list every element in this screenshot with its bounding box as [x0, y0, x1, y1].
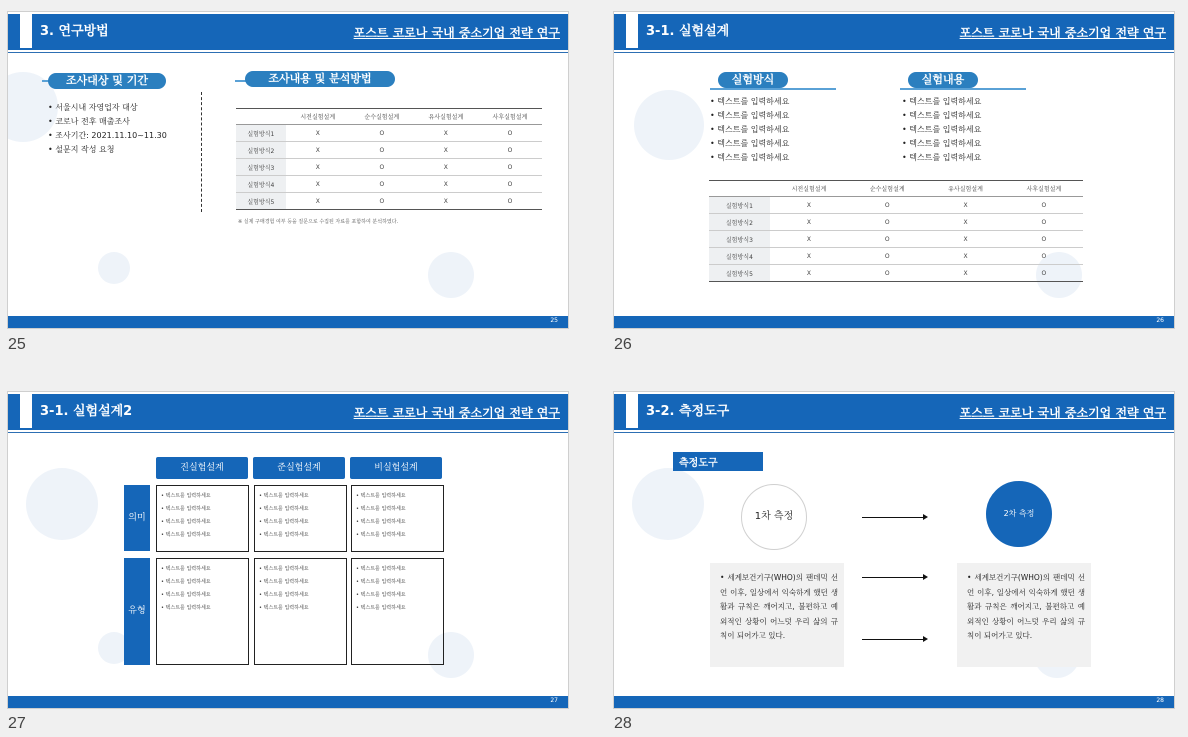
- table-row: [709, 265, 1083, 282]
- bullet-item: • 텍스트를 입력하세요: [710, 109, 789, 123]
- table-cell: O: [848, 231, 926, 248]
- cell-item: • 텍스트를 입력하세요: [356, 503, 439, 516]
- slide-title: 3. 연구방법: [40, 24, 109, 39]
- bullet-item: • 텍스트를 입력하세요: [902, 123, 981, 137]
- table-cell: X: [770, 231, 848, 248]
- cell-item: • 텍스트를 입력하세요: [259, 503, 342, 516]
- footer-bar: [8, 696, 568, 708]
- table-header: 시전실험설계: [770, 181, 848, 197]
- row-label: 실험방식3: [709, 231, 770, 248]
- slide-number-label: 26: [614, 336, 632, 353]
- comparison-table: [236, 108, 542, 210]
- table-cell: O: [1005, 197, 1083, 214]
- row-label: 실험방식2: [709, 214, 770, 231]
- table-cell: O: [848, 214, 926, 231]
- grid-cell: [156, 485, 249, 552]
- bullet-list-right: [902, 95, 981, 165]
- cell-item: • 텍스트를 입력하세요: [356, 576, 439, 589]
- bullet-item: • 텍스트를 입력하세요: [710, 137, 789, 151]
- cell-item: • 텍스트를 입력하세요: [161, 529, 244, 542]
- table-cell: X: [414, 176, 478, 193]
- pill-underline: [710, 88, 836, 90]
- first-measure-description: • 세계보건기구(WHO)의 팬데믹 선언 이후, 일상에서 익숙하게 했던 생활과 규칙은 깨어지고, 불편하고 예외적인 상황이 어느덧 우리 삶의 규칙이 되어가고 있다.: [710, 563, 844, 667]
- table-cell: X: [286, 142, 350, 159]
- arrow-right: [862, 577, 925, 578]
- table-row: [236, 176, 542, 193]
- cell-item: • 텍스트를 입력하세요: [259, 576, 342, 589]
- header-divider: [614, 52, 1174, 53]
- cell-item: • 텍스트를 입력하세요: [356, 490, 439, 503]
- column-header: 비실험설계: [350, 457, 442, 479]
- cell-item: • 텍스트를 입력하세요: [356, 516, 439, 529]
- arrow-right: [862, 517, 925, 518]
- table-cell: X: [926, 197, 1004, 214]
- table-row: [236, 193, 542, 210]
- cell-item: • 텍스트를 입력하세요: [259, 563, 342, 576]
- page-number: 27: [550, 697, 558, 704]
- bullet-item: • 텍스트를 입력하세요: [902, 151, 981, 165]
- table-header: 시전실험설계: [286, 109, 350, 125]
- bullet-item: • 코로나 전후 매출조사: [48, 115, 167, 129]
- bullet-item: • 텍스트를 입력하세요: [710, 95, 789, 109]
- comparison-table: [709, 180, 1083, 282]
- bullet-item: • 텍스트를 입력하세요: [902, 137, 981, 151]
- slide-number-label: 27: [8, 715, 26, 732]
- table-cell: O: [478, 159, 542, 176]
- row-header: 의미: [124, 485, 150, 551]
- header-accent: [626, 392, 638, 428]
- table-cell: X: [770, 265, 848, 282]
- cell-item: • 텍스트를 입력하세요: [161, 503, 244, 516]
- bullet-item: • 텍스트를 입력하세요: [710, 151, 789, 165]
- table-cell: X: [414, 125, 478, 142]
- table-cell: X: [414, 193, 478, 210]
- slide-25-thumbnail[interactable]: [7, 11, 569, 329]
- slide-subject: 포스트 코로나 국내 중소기업 전략 연구: [353, 406, 560, 420]
- header-accent: [20, 392, 32, 428]
- arrow-right: [862, 639, 925, 640]
- first-measure-circle: 1차 측정: [741, 484, 807, 550]
- cell-item: • 텍스트를 입력하세요: [259, 589, 342, 602]
- row-label: 실험방식1: [236, 125, 286, 142]
- row-label: 실험방식5: [236, 193, 286, 210]
- table-cell: O: [478, 142, 542, 159]
- table-cell: X: [770, 197, 848, 214]
- table-header-row: [709, 181, 1083, 197]
- bullet-item: • 서울시내 자영업자 대상: [48, 101, 167, 115]
- header-divider: [8, 432, 568, 433]
- cell-item: • 텍스트를 입력하세요: [356, 529, 439, 542]
- bullet-list: [48, 101, 167, 157]
- decor-circle: [428, 252, 474, 298]
- slide-subject: 포스트 코로나 국내 중소기업 전략 연구: [959, 406, 1166, 420]
- bullet-item: • 조사기간: 2021.11.10~11.30: [48, 129, 167, 143]
- cell-item: • 텍스트를 입력하세요: [356, 563, 439, 576]
- table-cell: X: [286, 125, 350, 142]
- table-header: 사후실험설계: [478, 109, 542, 125]
- table-cell: X: [286, 176, 350, 193]
- cell-item: • 텍스트를 입력하세요: [161, 516, 244, 529]
- table-header: 유사실험설계: [926, 181, 1004, 197]
- header-divider: [614, 432, 1174, 433]
- cell-item: • 텍스트를 입력하세요: [161, 490, 244, 503]
- column-header: 준실험설계: [253, 457, 345, 479]
- second-measure-description: • 세계보건기구(WHO)의 팬데믹 선언 이후, 일상에서 익숙하게 했던 생활과 규칙은 깨어지고, 불편하고 예외적인 상황이 어느덧 우리 삶의 규칙이 되어가고 있다.: [957, 563, 1091, 667]
- table-row: [709, 197, 1083, 214]
- table-cell: O: [1005, 248, 1083, 265]
- footer-bar: [614, 316, 1174, 328]
- table-cell: X: [926, 214, 1004, 231]
- table-cell: X: [926, 265, 1004, 282]
- grid-cell: [254, 485, 347, 552]
- table-cell: X: [926, 248, 1004, 265]
- table-cell: O: [848, 248, 926, 265]
- cell-item: • 텍스트를 입력하세요: [259, 529, 342, 542]
- slide-title: 3-1. 실험설계: [646, 24, 730, 39]
- header-accent: [20, 12, 32, 48]
- row-label: 실험방식2: [236, 142, 286, 159]
- row-label: 실험방식3: [236, 159, 286, 176]
- row-label: 실험방식1: [709, 197, 770, 214]
- table-row: [236, 142, 542, 159]
- section-pill-left: 실험방식: [718, 72, 788, 88]
- table-header-row: [236, 109, 542, 125]
- row-header: 유형: [124, 558, 150, 665]
- table-cell: O: [350, 142, 414, 159]
- column-divider: [201, 92, 202, 212]
- grid-cell: [351, 558, 444, 665]
- pill-underline: [900, 88, 1026, 90]
- page-number: 26: [1156, 317, 1164, 324]
- table-cell: O: [478, 193, 542, 210]
- table-header: 순수실험설계: [848, 181, 926, 197]
- header-accent: [626, 12, 638, 48]
- table-cell: O: [1005, 214, 1083, 231]
- row-label: 실험방식5: [709, 265, 770, 282]
- table-row: [709, 248, 1083, 265]
- table-cell: O: [350, 176, 414, 193]
- table-cell: O: [478, 176, 542, 193]
- table-cell: X: [414, 159, 478, 176]
- table-row: [236, 125, 542, 142]
- footer-bar: [614, 696, 1174, 708]
- grid-cell: [254, 558, 347, 665]
- table-cell: X: [414, 142, 478, 159]
- table-row: [709, 214, 1083, 231]
- decor-circle: [98, 252, 130, 284]
- cell-item: • 텍스트를 입력하세요: [259, 490, 342, 503]
- slide-subject: 포스트 코로나 국내 중소기업 전략 연구: [959, 26, 1166, 40]
- bullet-list-left: [710, 95, 789, 165]
- table-header: [709, 181, 770, 197]
- section-pill-left: 조사대상 및 기간: [48, 73, 166, 89]
- slide-26-thumbnail[interactable]: [613, 11, 1175, 329]
- row-label: 실험방식4: [236, 176, 286, 193]
- table-cell: O: [848, 265, 926, 282]
- table-header: 유사실험설계: [414, 109, 478, 125]
- table-cell: O: [1005, 231, 1083, 248]
- second-measure-circle: 2차 측정: [986, 481, 1052, 547]
- bullet-item: • 텍스트를 입력하세요: [902, 109, 981, 123]
- decor-circle: [634, 90, 704, 160]
- bullet-item: • 텍스트를 입력하세요: [710, 123, 789, 137]
- decor-circle: [632, 468, 704, 540]
- page-number: 25: [550, 317, 558, 324]
- cell-item: • 텍스트를 입력하세요: [259, 516, 342, 529]
- slide-title: 3-1. 실험설계2: [40, 404, 133, 419]
- section-pill-right: 조사내용 및 분석방법: [245, 71, 395, 87]
- slide-28-thumbnail[interactable]: [613, 391, 1175, 709]
- slide-subject: 포스트 코로나 국내 중소기업 전략 연구: [353, 26, 560, 40]
- cell-item: • 텍스트를 입력하세요: [161, 602, 244, 615]
- column-header: 진실험설계: [156, 457, 248, 479]
- table-header: 순수실험설계: [350, 109, 414, 125]
- cell-item: • 텍스트를 입력하세요: [356, 589, 439, 602]
- slide-title: 3-2. 측정도구: [646, 404, 730, 419]
- grid-cell: [351, 485, 444, 552]
- table-row: [236, 159, 542, 176]
- cell-item: • 텍스트를 입력하세요: [161, 563, 244, 576]
- cell-item: • 텍스트를 입력하세요: [356, 602, 439, 615]
- slide-number-label: 25: [8, 336, 26, 353]
- table-cell: O: [350, 159, 414, 176]
- footer-bar: [8, 316, 568, 328]
- table-row: [709, 231, 1083, 248]
- table-note: ※ 실제 구매경험 여부 등을 질문으로 수집된 자료를 포함하여 분석하였다.: [238, 219, 399, 225]
- grid-cell: [156, 558, 249, 665]
- decor-circle: [26, 468, 98, 540]
- slide-27-thumbnail[interactable]: [7, 391, 569, 709]
- table-cell: X: [286, 159, 350, 176]
- table-cell: O: [848, 197, 926, 214]
- cell-item: • 텍스트를 입력하세요: [161, 589, 244, 602]
- table-header: [236, 109, 286, 125]
- cell-item: • 텍스트를 입력하세요: [161, 576, 244, 589]
- table-cell: X: [286, 193, 350, 210]
- table-cell: O: [350, 125, 414, 142]
- table-cell: O: [478, 125, 542, 142]
- table-cell: X: [770, 248, 848, 265]
- bullet-item: • 텍스트를 입력하세요: [902, 95, 981, 109]
- table-cell: O: [1005, 265, 1083, 282]
- bullet-item: • 설문지 작성 요청: [48, 143, 167, 157]
- header-divider: [8, 52, 568, 53]
- table-cell: O: [350, 193, 414, 210]
- row-label: 실험방식4: [709, 248, 770, 265]
- cell-item: • 텍스트를 입력하세요: [259, 602, 342, 615]
- page-number: 28: [1156, 697, 1164, 704]
- section-pill-right: 실험내용: [908, 72, 978, 88]
- table-cell: X: [770, 214, 848, 231]
- section-tag: 측정도구: [673, 452, 763, 471]
- slide-number-label: 28: [614, 715, 632, 732]
- table-cell: X: [926, 231, 1004, 248]
- table-header: 사후실험설계: [1005, 181, 1083, 197]
